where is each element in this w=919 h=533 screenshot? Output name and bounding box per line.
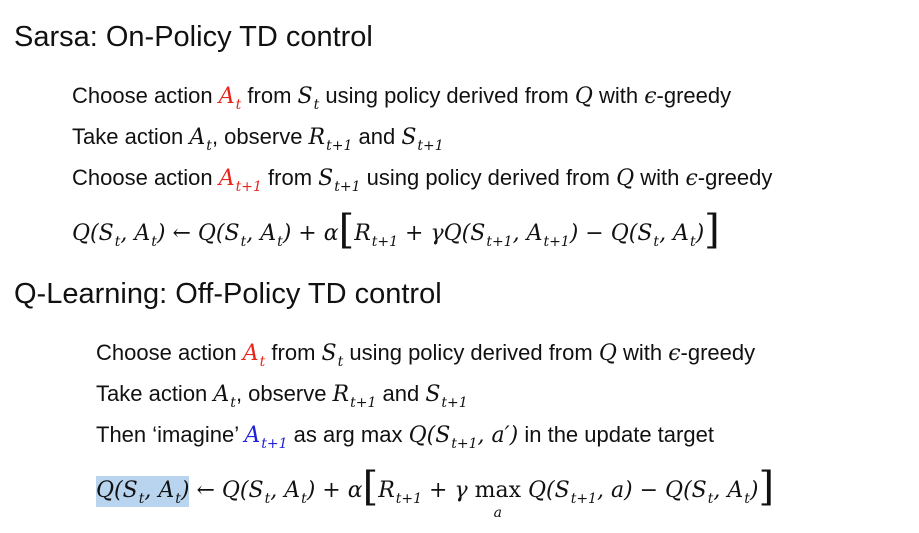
eq-part: ) − Q(S bbox=[569, 221, 653, 246]
eq-subscript: t bbox=[707, 491, 714, 507]
eq-part: ) + α bbox=[306, 478, 363, 503]
sarsa-step-choose-next-action bbox=[72, 164, 772, 195]
text: , observe bbox=[235, 381, 333, 406]
eq-part: ) bbox=[695, 221, 705, 246]
text: -greedy bbox=[697, 165, 773, 190]
state-symbol: S bbox=[297, 84, 313, 109]
eq-part: Q(S bbox=[96, 478, 138, 503]
eq-subscript: t bbox=[653, 234, 660, 250]
max-text: max bbox=[474, 478, 521, 503]
eq-subscript: t bbox=[175, 491, 181, 507]
eq-subscript: t+1 bbox=[395, 491, 423, 507]
eq-part: , A bbox=[713, 478, 744, 503]
text: from bbox=[241, 83, 298, 108]
text: -greedy bbox=[680, 340, 756, 365]
eq-subscript: t bbox=[264, 491, 271, 507]
text: Choose action bbox=[96, 340, 243, 365]
action-subscript: t+1 bbox=[261, 436, 288, 452]
text: Take action bbox=[72, 124, 190, 149]
state-subscript: t+1 bbox=[334, 179, 361, 195]
eq-subscript: t bbox=[240, 234, 247, 250]
sarsa-update-equation bbox=[72, 207, 720, 253]
eq-part: R bbox=[378, 478, 395, 503]
sarsa-heading: Sarsa: On-Policy TD control bbox=[14, 21, 373, 53]
eq-part: + γ bbox=[422, 478, 475, 503]
qlearning-update-equation bbox=[96, 464, 775, 521]
state-subscript: t+1 bbox=[417, 138, 444, 154]
reward-symbol: R bbox=[308, 125, 326, 150]
action-symbol: A bbox=[242, 341, 259, 366]
eq-part: Q(S bbox=[197, 221, 240, 246]
text: from bbox=[261, 165, 319, 190]
q-symbol: Q bbox=[616, 166, 635, 191]
qlearning-step-take-action bbox=[96, 380, 468, 411]
eq-subscript: t bbox=[151, 234, 157, 250]
action-symbol: A bbox=[213, 382, 230, 407]
eq-part: , A bbox=[144, 478, 175, 503]
eq-subscript: t+1 bbox=[570, 491, 597, 507]
eq-part: ) + α bbox=[282, 221, 339, 246]
epsilon-symbol: ϵ bbox=[644, 84, 657, 109]
text: Then ‘imagine’ bbox=[96, 422, 245, 447]
action-subscript: t bbox=[206, 138, 212, 154]
qlearning-step-choose-action bbox=[96, 339, 755, 370]
state-symbol: S bbox=[321, 341, 337, 366]
left-arrow-symbol: ← bbox=[189, 478, 222, 503]
q-expression-end: , a′) bbox=[477, 423, 519, 448]
close-bracket: ] bbox=[758, 464, 775, 510]
max-subscript: a bbox=[493, 505, 502, 521]
text: Choose action bbox=[72, 83, 219, 108]
q-symbol: Q bbox=[598, 341, 617, 366]
action-subscript: t+1 bbox=[235, 179, 262, 195]
qlearning-heading: Q-Learning: Off-Policy TD control bbox=[14, 278, 442, 310]
q-symbol: Q bbox=[574, 84, 593, 109]
eq-subscript: t bbox=[301, 491, 307, 507]
action-subscript: t bbox=[235, 97, 242, 113]
text: Take action bbox=[96, 381, 214, 406]
open-bracket: [ bbox=[362, 464, 379, 510]
text: in the update target bbox=[518, 422, 714, 447]
q-expression: Q(S bbox=[408, 423, 451, 448]
state-symbol: S bbox=[401, 125, 417, 150]
sarsa-step-take-action bbox=[72, 123, 444, 154]
expr-subscript: t+1 bbox=[451, 436, 478, 452]
eq-subscript: t+1 bbox=[543, 234, 570, 250]
eq-part: , A bbox=[120, 221, 151, 246]
text: with bbox=[616, 340, 669, 365]
text: and bbox=[376, 381, 426, 406]
eq-part: Q(S bbox=[521, 478, 570, 503]
eq-part: ) bbox=[749, 478, 759, 503]
epsilon-symbol: ϵ bbox=[685, 166, 698, 191]
eq-part: , a) − Q(S bbox=[596, 478, 707, 503]
action-symbol: A bbox=[189, 125, 206, 150]
text: using policy derived from bbox=[360, 165, 617, 190]
text: with bbox=[634, 165, 686, 190]
text: Choose action bbox=[72, 165, 219, 190]
eq-part: + γQ(S bbox=[398, 221, 486, 246]
text: and bbox=[352, 124, 402, 149]
action-symbol: A bbox=[218, 166, 235, 191]
text: using policy derived from bbox=[343, 340, 599, 365]
highlighted-lhs bbox=[96, 476, 189, 507]
close-bracket: ] bbox=[704, 207, 720, 253]
eq-subscript: t+1 bbox=[371, 234, 399, 250]
action-subscript: t bbox=[259, 354, 266, 370]
eq-part: R bbox=[354, 221, 371, 246]
sarsa-step-choose-action bbox=[72, 82, 731, 113]
eq-subscript: t bbox=[138, 491, 145, 507]
max-operator bbox=[474, 477, 521, 521]
eq-subscript: t bbox=[277, 234, 283, 250]
text: as arg max bbox=[287, 422, 409, 447]
eq-subscript: t+1 bbox=[486, 234, 513, 250]
reward-symbol: R bbox=[332, 382, 350, 407]
text: with bbox=[592, 83, 645, 108]
text: using policy derived from bbox=[319, 83, 575, 108]
epsilon-symbol: ϵ bbox=[668, 341, 681, 366]
eq-subscript: t bbox=[114, 234, 121, 250]
state-symbol: S bbox=[318, 166, 334, 191]
eq-part: Q(S bbox=[72, 221, 114, 246]
eq-part: Q(S bbox=[221, 478, 264, 503]
open-bracket: [ bbox=[338, 207, 355, 253]
reward-subscript: t+1 bbox=[350, 395, 377, 411]
state-subscript: t+1 bbox=[441, 395, 468, 411]
text: from bbox=[265, 340, 322, 365]
action-symbol: A bbox=[244, 423, 261, 448]
eq-part: ) bbox=[156, 221, 166, 246]
eq-part: , A bbox=[659, 221, 689, 246]
eq-subscript: t bbox=[744, 491, 750, 507]
left-arrow-symbol: ← bbox=[165, 221, 198, 246]
eq-part: , A bbox=[246, 221, 277, 246]
reward-subscript: t+1 bbox=[326, 138, 353, 154]
text: -greedy bbox=[656, 83, 732, 108]
eq-part: ) bbox=[180, 478, 190, 503]
action-subscript: t bbox=[230, 395, 236, 411]
text: , observe bbox=[211, 124, 309, 149]
state-symbol: S bbox=[425, 382, 441, 407]
qlearning-step-imagine-action bbox=[96, 421, 714, 452]
eq-part: , A bbox=[512, 221, 543, 246]
state-subscript: t bbox=[337, 354, 344, 370]
eq-part: , A bbox=[270, 478, 301, 503]
action-symbol: A bbox=[218, 84, 235, 109]
state-subscript: t bbox=[313, 97, 320, 113]
eq-subscript: t bbox=[689, 234, 696, 250]
